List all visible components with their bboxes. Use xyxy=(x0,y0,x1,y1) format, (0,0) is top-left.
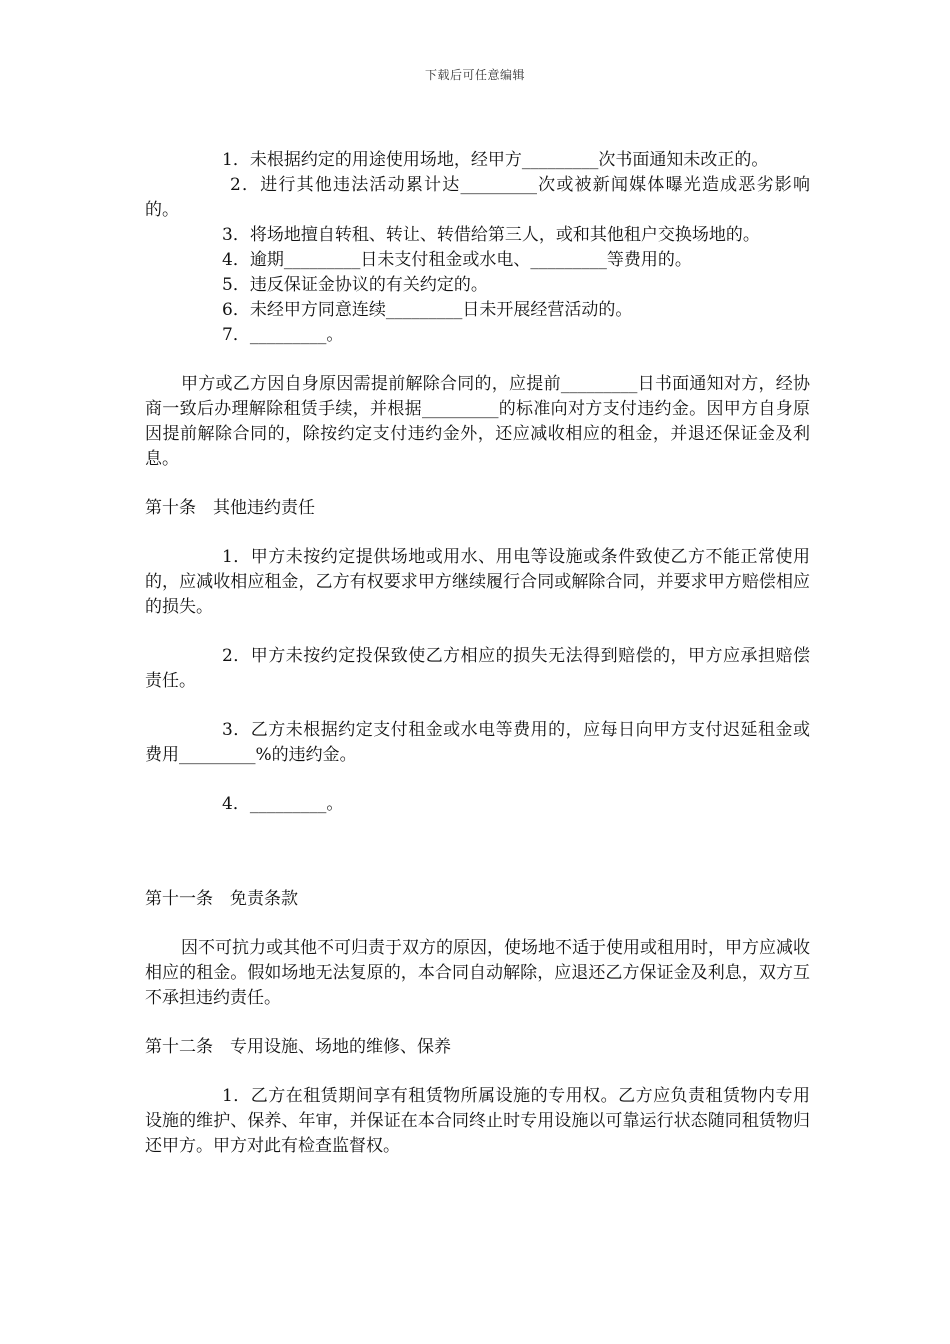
force-majeure-paragraph: 因不可抗力或其他不可归责于双方的原因，使场地不适于使用或租用时，甲方应减收相应的租金。假如场地无法复原的，本合同自动解除，应退还乙方保证金及利息，双方互不承担违约责任。 xyxy=(145,938,810,1008)
spacer xyxy=(145,620,810,644)
document-body xyxy=(145,148,810,1159)
spacer xyxy=(145,768,810,792)
spacer xyxy=(145,694,810,718)
breach-item-6: 6．未经甲方同意连续_________日未开展经营活动的。 xyxy=(222,300,633,320)
liability-item-2: 2．甲方未按约定投保致使乙方相应的损失无法得到赔偿的，甲方应承担赔偿责任。 xyxy=(145,646,810,691)
breach-item-2: 2．进行其他违法活动累计达_________次或被新闻媒体曝光造成恶劣影响的。 xyxy=(145,175,810,220)
spacer xyxy=(145,1011,810,1035)
spacer xyxy=(145,912,810,936)
breach-item-5: 5．违反保证金协议的有关约定的。 xyxy=(222,275,488,295)
spacer xyxy=(145,348,810,372)
liability-item-3: 3．乙方未根据约定支付租金或水电等费用的，应每日向甲方支付迟延租金或费用_________%的违约金。 xyxy=(145,720,810,765)
spacer xyxy=(145,521,810,545)
article-12-heading: 第十二条 专用设施、场地的维修、保养 xyxy=(145,1037,451,1057)
article-11-heading: 第十一条 免责条款 xyxy=(145,889,298,909)
breach-item-1: 1．未根据约定的用途使用场地，经甲方_________次书面通知未改正的。 xyxy=(222,150,769,170)
spacer xyxy=(145,817,810,887)
early-termination-paragraph: 甲方或乙方因自身原因需提前解除合同的，应提前_________日书面通知对方，经协商一致后办理解除租赁手续，并根据_________的标准向对方支付违约金。因甲方自身原因提前解除合同的，除按约定支付违约金外，还应减收相应的租金，并退还保证金及利息。 xyxy=(145,374,810,469)
breach-item-3: 3．将场地擅自转租、转让、转借给第三人，或和其他租户交换场地的。 xyxy=(222,225,760,245)
breach-item-7: 7．_________。 xyxy=(222,325,344,345)
breach-item-4: 4．逾期_________日未支付租金或水电、_________等费用的。 xyxy=(222,250,692,270)
spacer xyxy=(145,1060,810,1084)
page-header-note: 下载后可任意编辑 xyxy=(424,68,525,82)
maintenance-item-1: 1．乙方在租赁期间享有租赁物所属设施的专用权。乙方应负责租赁物内专用设施的维护、保养、年审，并保证在本合同终止时专用设施以可靠运行状态随同租赁物归还甲方。甲方对此有检查监督权。 xyxy=(145,1086,810,1156)
liability-item-4: 4．_________。 xyxy=(222,794,344,814)
article-10-heading: 第十条 其他违约责任 xyxy=(145,498,315,518)
liability-item-1: 1．甲方未按约定提供场地或用水、用电等设施或条件致使乙方不能正常使用的，应减收相应租金，乙方有权要求甲方继续履行合同或解除合同，并要求甲方赔偿相应的损失。 xyxy=(145,547,810,617)
spacer xyxy=(145,472,810,496)
